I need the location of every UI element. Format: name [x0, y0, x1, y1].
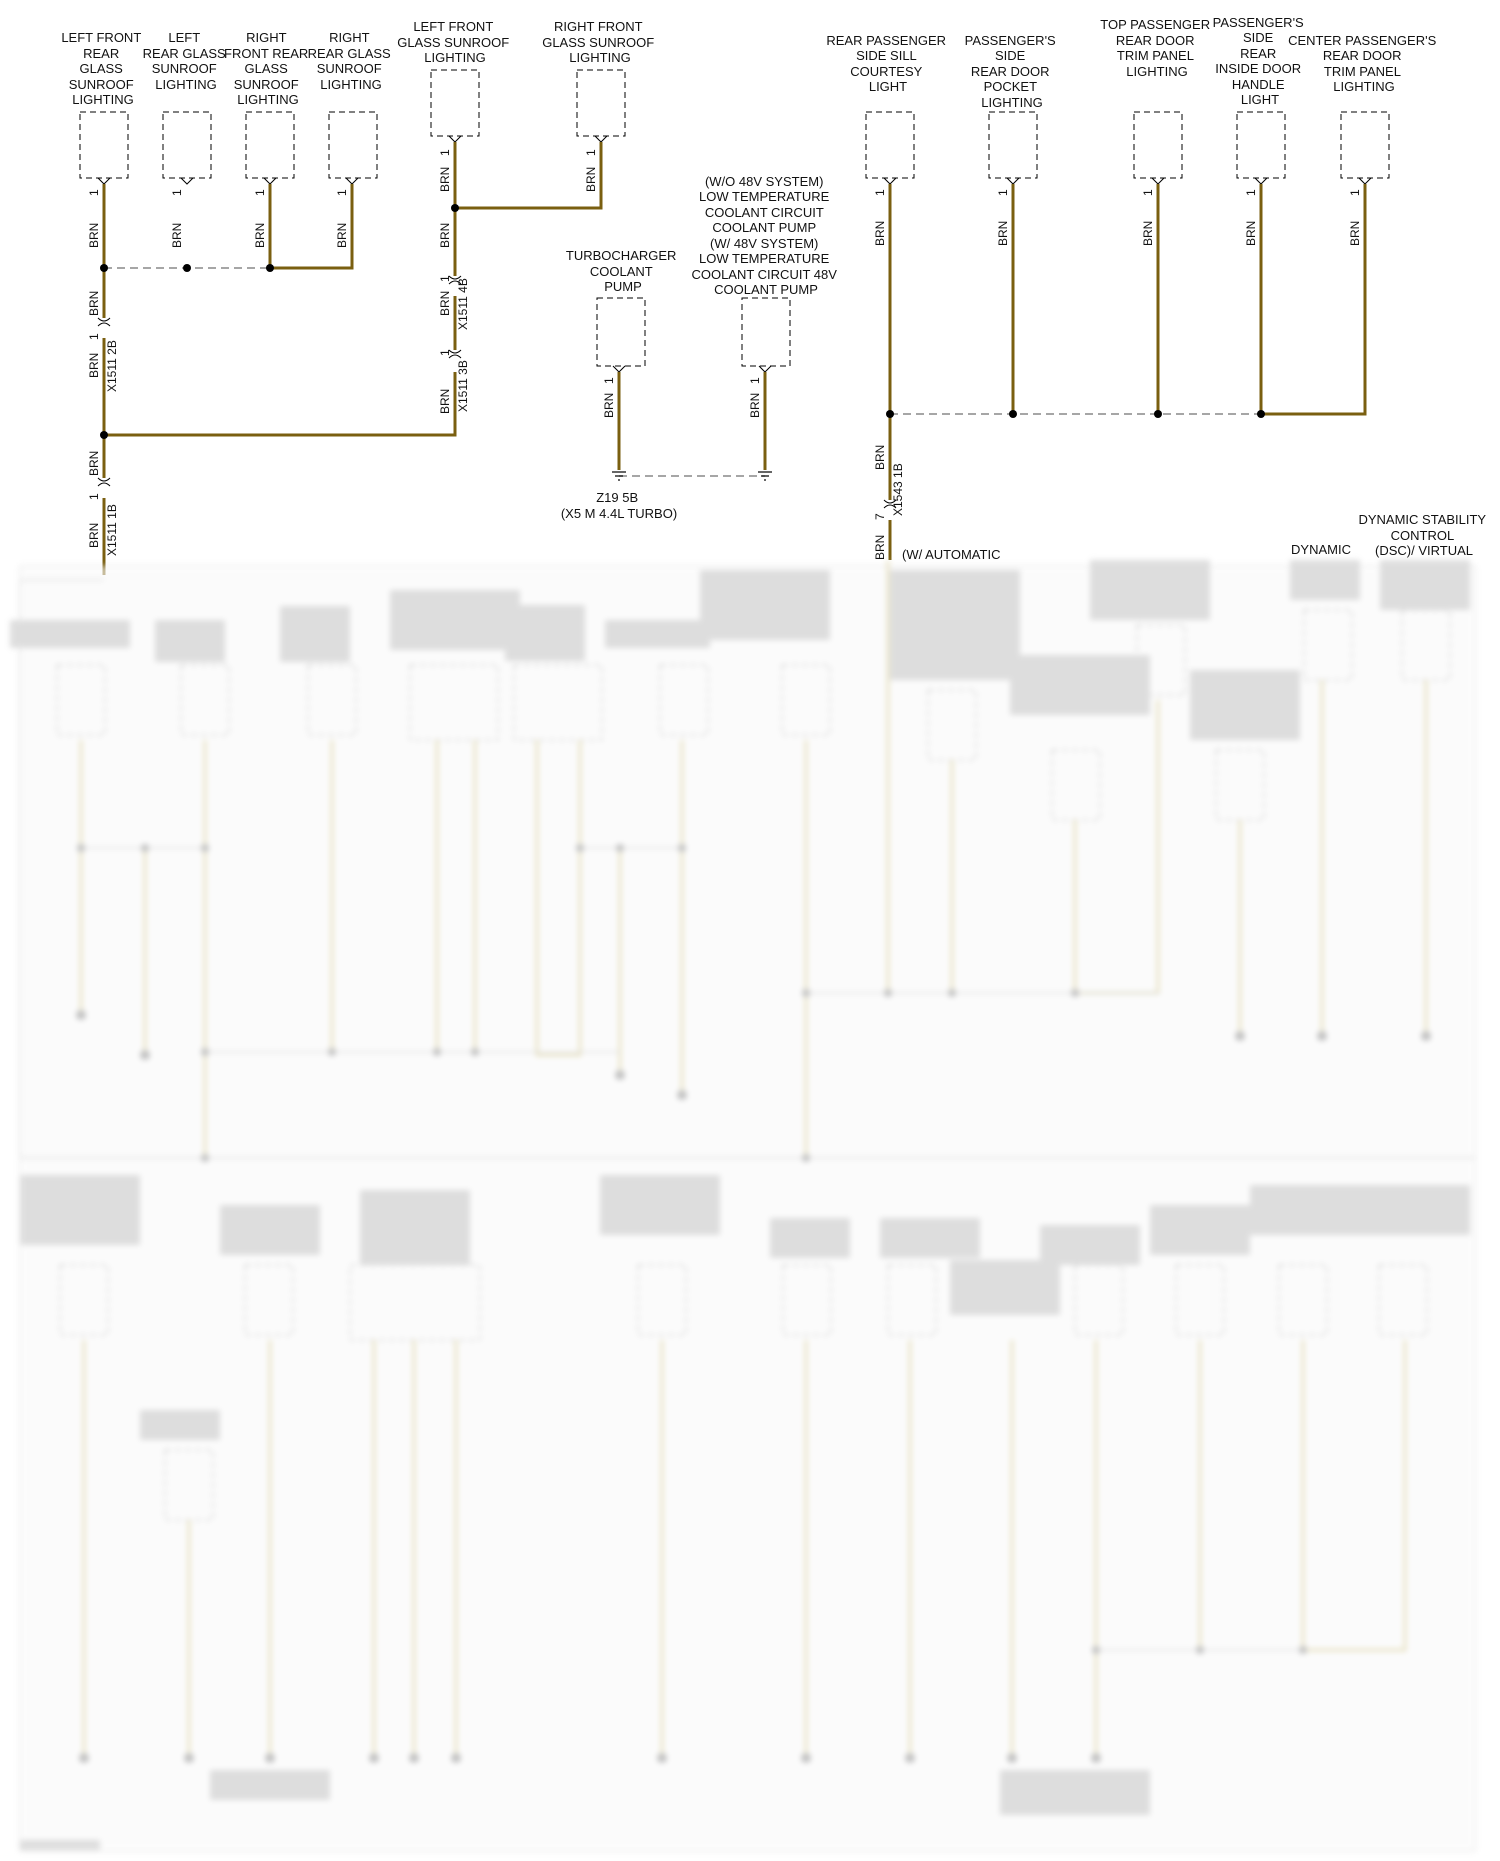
pin-fork — [449, 136, 461, 142]
pin-number: 1 — [1348, 189, 1362, 196]
splice-dots — [100, 204, 1265, 439]
label-turbocharger-coolant-pump: TURBOCHARGER COOLANT PUMP — [565, 248, 677, 294]
pin-number: 1 — [996, 189, 1010, 196]
pin-number: 1 — [1244, 189, 1258, 196]
wire-color-label: BRN — [1244, 220, 1258, 246]
wire-color-label: BRN — [87, 290, 101, 316]
label-left-rear-glass-sunroof-lighting: LEFT REAR GLASS SUNROOF LIGHTING — [142, 30, 226, 92]
wire-color-label: BRN — [1348, 220, 1362, 246]
wire-color-label: BRN — [602, 392, 616, 418]
pin-number: 1 — [748, 377, 762, 384]
ground-icon — [758, 472, 772, 480]
pin-number: 1 — [438, 149, 452, 156]
label-dynamic-stability-control: DYNAMIC STABILITY CONTROL (DSC)/ VIRTUAL — [1358, 512, 1486, 558]
pin-fork — [595, 136, 607, 142]
splice-dot — [1154, 410, 1162, 418]
pin-number: 1 — [602, 377, 616, 384]
pin-fork — [759, 366, 771, 372]
pin-number: 7 — [873, 513, 887, 520]
component-labels — [61, 15, 1440, 297]
wire-color-label: BRN — [87, 450, 101, 476]
splice-dot — [266, 264, 274, 272]
wire-color-label: BRN — [253, 222, 267, 248]
wire-color-label: BRN — [170, 222, 184, 248]
splice-dot — [183, 264, 191, 272]
dashed-links — [104, 268, 1261, 476]
pin-number: 1 — [873, 189, 887, 196]
component-box — [742, 298, 790, 366]
label-rear-passenger-side-sill-courtesy-light: REAR PASSENGER SIDE SILL COURTESY LIGHT — [826, 33, 947, 94]
component-box — [866, 112, 914, 178]
pin-fork — [98, 178, 110, 184]
pin-fork — [181, 178, 193, 184]
wire-color-label: BRN — [584, 166, 598, 192]
connector-bracket — [98, 478, 110, 486]
wire-color-label: BRN — [87, 522, 101, 548]
pin-fork — [346, 178, 358, 184]
splice-dot — [100, 264, 108, 272]
pin-number: 1 — [335, 189, 349, 196]
connector-label-x1543-1b: X1543 1B — [891, 463, 905, 516]
component-box — [163, 112, 211, 178]
blurred-lower-region — [10, 560, 1475, 1851]
connector-label-x1511-1b: X1511 1B — [105, 504, 119, 556]
component-box — [1341, 112, 1389, 178]
splice-dot — [886, 410, 894, 418]
component-box — [597, 298, 645, 366]
component-box — [431, 70, 479, 136]
connector-bracket — [98, 318, 110, 326]
wire-color-label: BRN — [873, 534, 887, 560]
pin-number: 1 — [438, 349, 452, 356]
ground-label: Z19 5B (X5 M 4.4L TURBO) — [560, 490, 678, 521]
label-right-front-rear-glass-sunroof-lighting: RIGHT FRONT REAR GLASS SUNROOF LIGHTING — [224, 30, 309, 107]
wire-color-label: BRN — [438, 388, 452, 414]
wire-color-label: BRN — [1141, 220, 1155, 246]
wire-color-label: BRN — [87, 352, 101, 378]
connector-label-x1511-3b: X1511 3B — [456, 360, 470, 412]
pin-number: 1 — [253, 189, 267, 196]
pin-number: 1 — [87, 493, 101, 500]
label-dynamic: DYNAMIC — [1291, 542, 1351, 557]
label-passengers-side-rear-door-pocket-lighting: PASSENGER'S SIDE REAR DOOR POCKET LIGHTING — [964, 33, 1056, 110]
connector-labels — [105, 278, 905, 556]
label-right-rear-glass-sunroof-lighting: RIGHT REAR GLASS SUNROOF LIGHTING — [307, 30, 391, 92]
splice-dot — [451, 204, 459, 212]
pin-fork — [1359, 178, 1371, 184]
pin-fork — [613, 366, 625, 372]
pin-number: 1 — [170, 189, 184, 196]
pin-number: 1 — [87, 333, 101, 340]
label-left-front-rear-glass-sunroof-lighting: LEFT FRONT REAR GLASS SUNROOF LIGHTING — [61, 30, 142, 107]
splice-dot — [1257, 410, 1265, 418]
wire-color-label: BRN — [438, 222, 452, 248]
pin-fork — [1152, 178, 1164, 184]
label-left-front-glass-sunroof-lighting: LEFT FRONT GLASS SUNROOF LIGHTING — [397, 19, 510, 65]
label-right-front-glass-sunroof-lighting: RIGHT FRONT GLASS SUNROOF LIGHTING — [542, 19, 655, 65]
label-low-temperature-coolant-pump: (W/O 48V SYSTEM) LOW TEMPERATURE COOLANT CIRCUIT COOLANT PUMP (W/ 48V SYSTEM) LOW TEMPERATURE COOLANT CIRCUIT 48V COOLANT PUMP — [691, 174, 837, 297]
label-passengers-side-rear-inside-door-handle-light: PASSENGER'S SIDE REAR INSIDE DOOR HANDLE LIGHT — [1212, 15, 1304, 107]
component-box — [329, 112, 377, 178]
wire-color-label: BRN — [438, 166, 452, 192]
pin-number: 1 — [1141, 189, 1155, 196]
connector-label-x1511-4b: X1511 4B — [456, 278, 470, 330]
component-box — [1237, 112, 1285, 178]
wire-color-label: BRN — [335, 222, 349, 248]
wire — [1261, 184, 1365, 414]
pin-number: 1 — [584, 149, 598, 156]
wire-color-label: BRN — [873, 220, 887, 246]
wire-color-label: BRN — [996, 220, 1010, 246]
label-top-passenger-rear-door-trim-panel-lighting: TOP PASSENGER REAR DOOR TRIM PANEL LIGHTING — [1100, 17, 1211, 79]
label-center-passengers-rear-door-trim-panel-lighting: CENTER PASSENGER'S REAR DOOR TRIM PANEL LIGHTING — [1288, 33, 1437, 94]
pin-number: 1 — [87, 189, 101, 196]
pin-fork — [884, 178, 896, 184]
wire-color-label: BRN — [873, 444, 887, 470]
component-box — [1134, 112, 1182, 178]
wire-color-label: BRN — [748, 392, 762, 418]
splice-dot — [1009, 410, 1017, 418]
connector-label-x1511-2b: X1511 2B — [105, 340, 119, 392]
pin-fork — [264, 178, 276, 184]
wire — [455, 142, 601, 208]
component-box — [577, 70, 625, 136]
wire — [104, 372, 455, 435]
component-box — [246, 112, 294, 178]
splice-dot — [100, 431, 108, 439]
label-w-automatic: (W/ AUTOMATIC — [902, 547, 1001, 562]
wire-color-label: BRN — [438, 290, 452, 316]
component-box — [989, 112, 1037, 178]
pin-fork — [1007, 178, 1019, 184]
pin-number: 1 — [438, 275, 452, 282]
wire-color-label: BRN — [87, 222, 101, 248]
connector-brackets — [98, 276, 896, 508]
component-box — [80, 112, 128, 178]
pin-fork — [1255, 178, 1267, 184]
